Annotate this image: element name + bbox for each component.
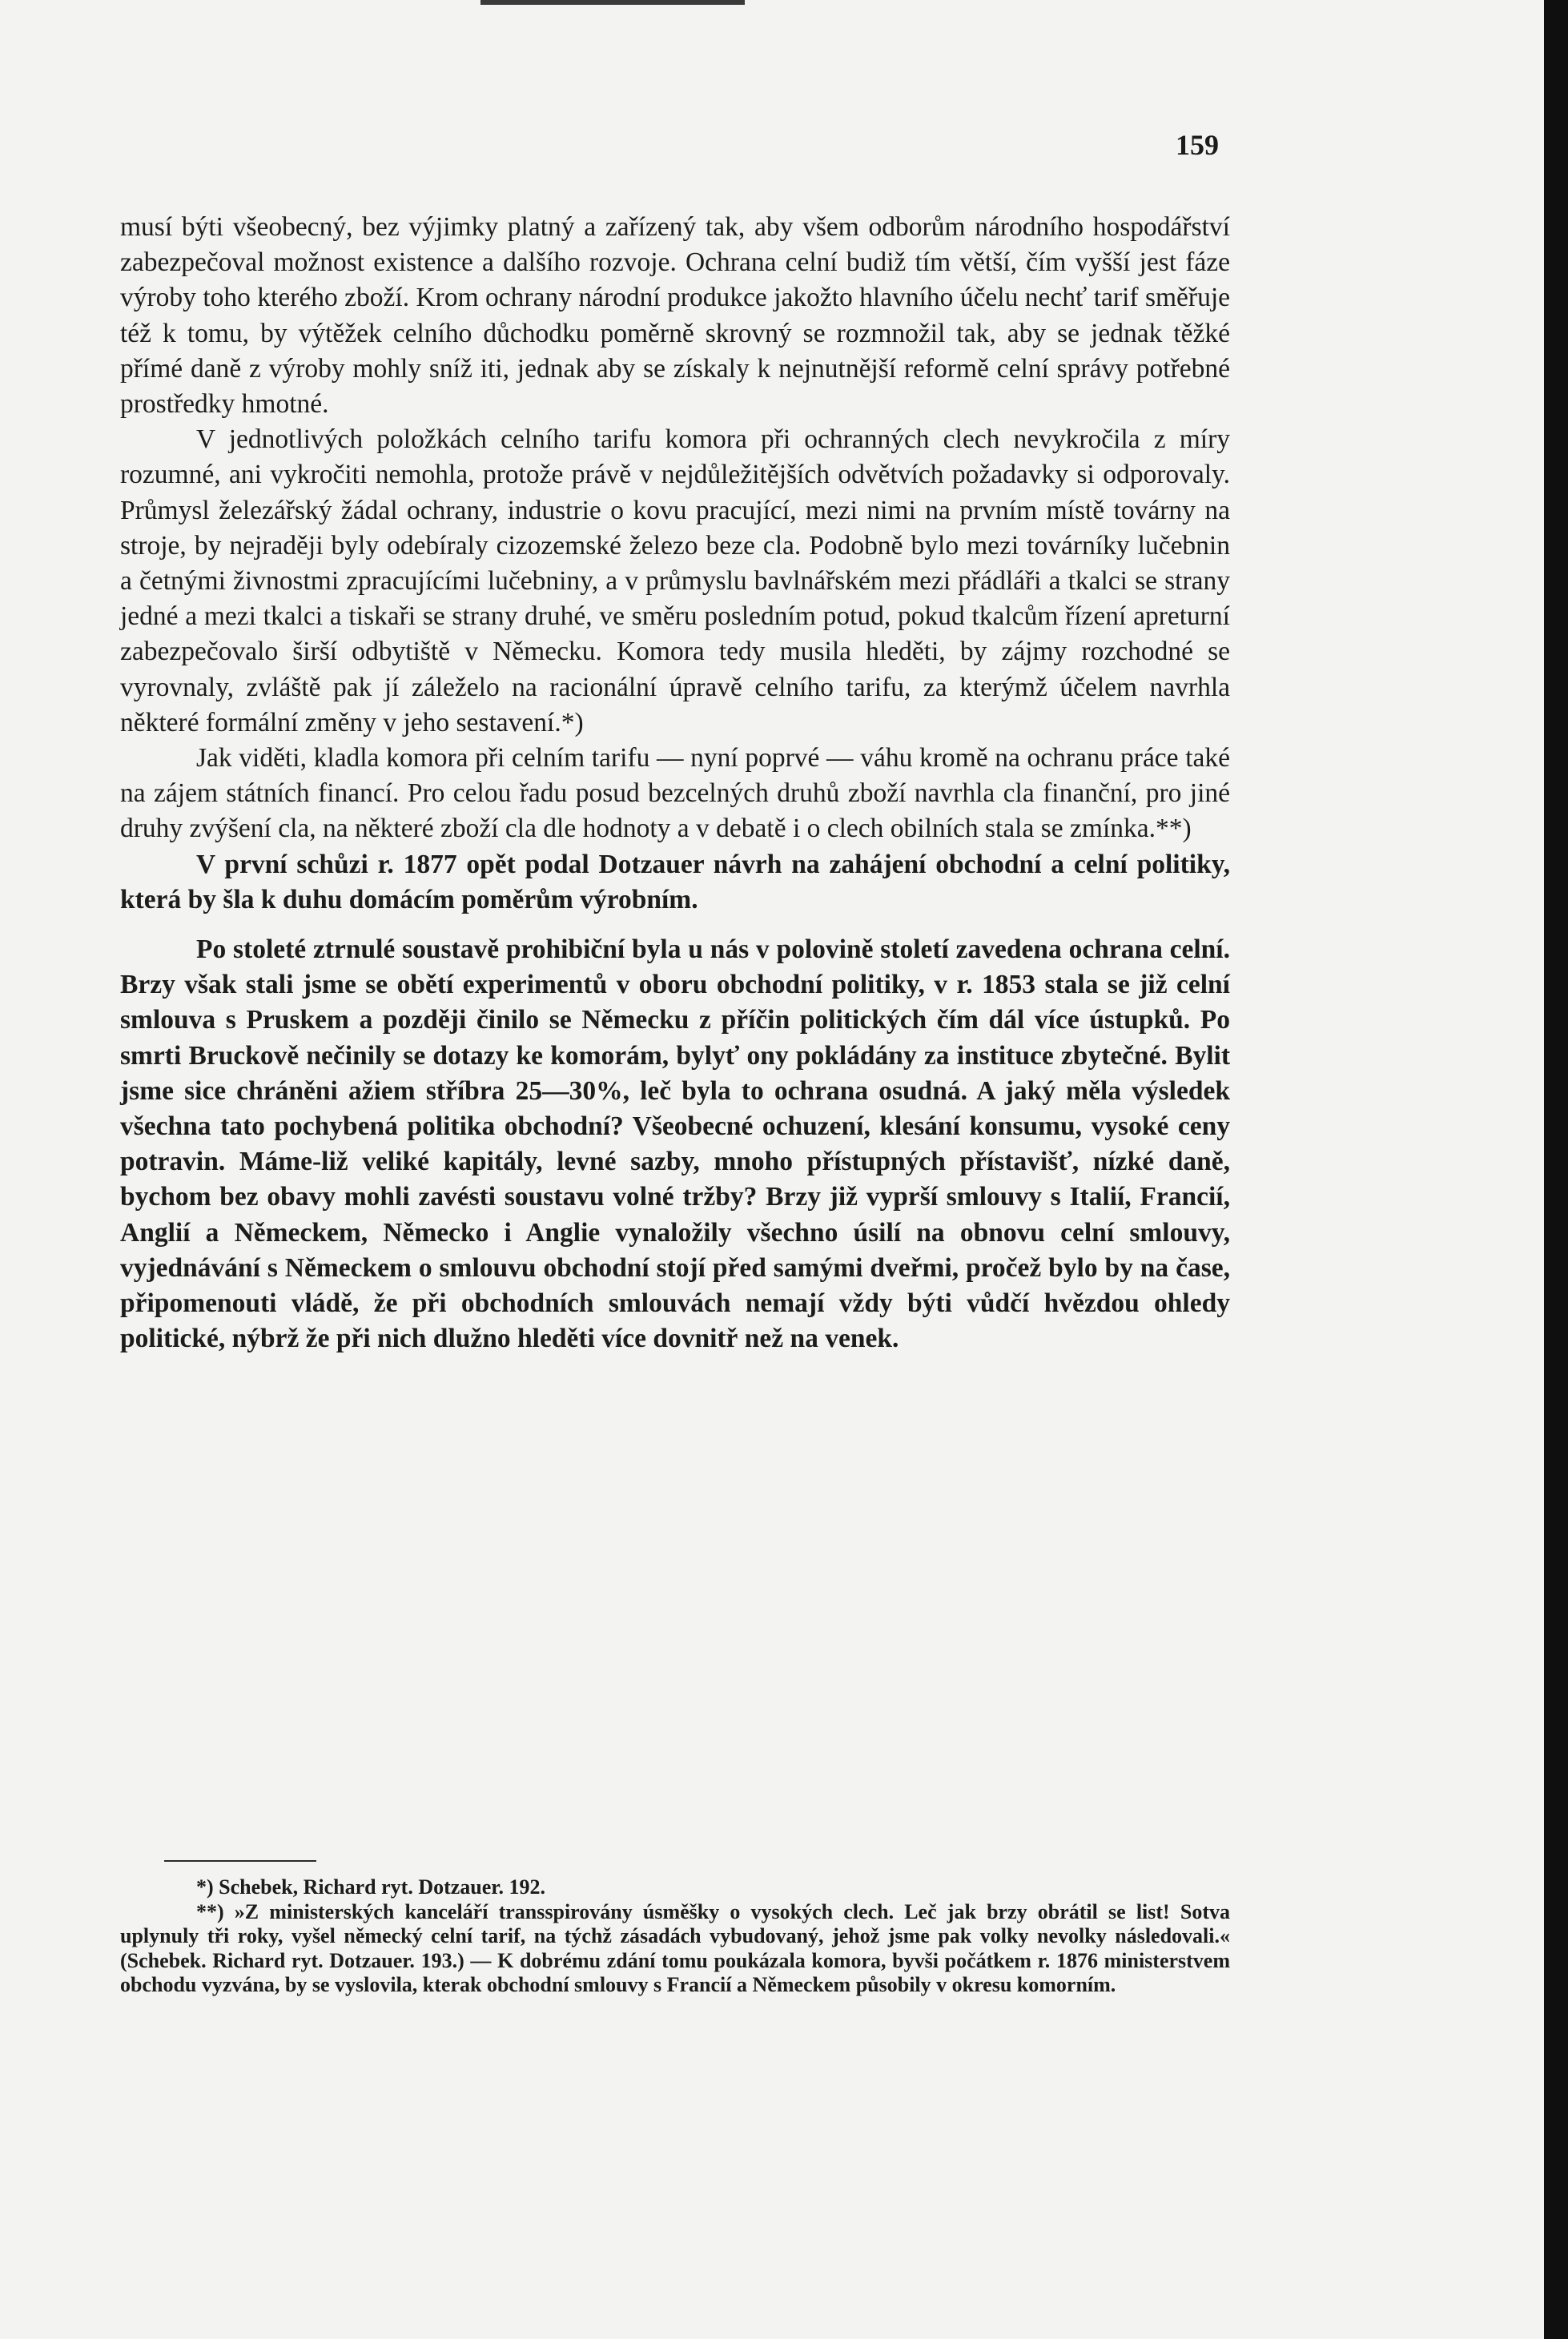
paragraph: V první schůzi r. 1877 opět podal Dotzauer návrh na zahájení obchodní a celní politiky, která by šla k duhu domácím poměrům výrobním. [120,849,1230,914]
paragraph: Po stoleté ztrnulé soustavě prohibiční byla u nás v polovině století zavedena ochrana celní. Brzy však stali jsme se obětí experimentů v oboru obchodní politiky, v r. 1853 stala se již celní smlouva s Pruskem a později činilo se Německu z příčin politických čím dál více ústupků. Po smrti Bruckově nečinily se dotazy ke komorám, bylyť ony pokládány za instituce zbytečné. Bylit jsme sice chráněni ažiem stříbra 25—30%, leč byla to ochrana osudná. A jaký měla výsledek všechna tato pochybená politika obchodní? Všeobecné ochuzení, klesání konsumu, vysoké ceny potravin. Máme-liž veliké kapitály, levné sazby, mnoho přístupných přístavišť, nízké daně, bychom bez obavy mohli zavésti soustavu volné tržby? Brzy již vyprší smlouvy s Italií, Francií, Anglií a Německem, Německo i Anglie vynaložily všechno úsilí na obnovu celní smlouvy, vyjednávání s Německem o smlouvu obchodní stojí před samými dveřmi, pročež bylo by na čase, připomenouti vládě, že při obchodních smlouvách nemají vždy býti vůdčí hvězdou ohledy politické, nýbrž že při nich dlužno hleděti více dovnitř než na venek. [120,934,1230,1354]
body-text [120,210,1230,1357]
scan-edge-band [1544,0,1568,2339]
footnote: *) Schebek, Richard ryt. Dotzauer. 192. [196,1875,545,1899]
paragraph: Jak viděti, kladla komora při celním tarifu — nyní poprvé — váhu kromě na ochranu práce také na zájem státních financí. Pro celou řadu posud bezcelných druhů zboží navrhla cla finanční, pro jiné druhy zvýšení cla, na některé zboží cla dle hodnoty a v debatě i o clech obilních stala se zmínka.**) [120,743,1230,844]
footnotes [120,1875,1230,1998]
scan-artifact-mark [480,0,745,5]
footnote: **) »Z ministerských kanceláří transspirovány úsměšky o vysokých clech. Leč jak brzy obrátil se list! Sotva uplynuly tři roky, vyšel německý celní tarif, na týchž zásadách vybudovaný, jehož jsme pak volky nevolky následovali.« (Schebek. Richard ryt. Dotzauer. 193.) — K dobrému zdání tomu poukázala komora, byvši počátkem r. 1876 ministerstvem obchodu vyzvána, by se vyslovila, kterak obchodní smlouvy s Francií a Německem působily v okresu komorním. [120,1899,1230,1996]
paragraph: musí býti všeobecný, bez výjimky platný a zařízený tak, aby všem odborům národního hospodářství zabezpečoval možnost existence a dalšího rozvoje. Ochrana celní budiž tím větší, čím vyšší jest fáze výroby toho kterého zboží. Krom ochrany národní produkce jakožto hlavního účelu nechť tarif směřuje též k tomu, by výtěžek celního důchodku poměrně skrovný se rozmnožil tak, aby se jednak těžké přímé daně z výroby mohly sníž iti, jednak aby se získaly k nejnutnější reformě celní správy potřebné prostředky hmotné. [120,212,1230,420]
footnote-separator [164,1860,316,1862]
page-number: 159 [1176,129,1219,161]
paragraph: V jednotlivých položkách celního tarifu komora při ochranných clech nevykročila z míry rozumné, ani vykročiti nemohla, protože právě v nejdůležitějších odvětvích požadavky si odporovaly. Průmysl železářský žádal ochrany, industrie o kovu pracující, mezi nimi na prvním místě továrny na stroje, by nejraději byly odebíraly cizozemské železo beze cla. Podobně bylo mezi továrníky lučebnin a četnými živnostmi zpracujícími lučebniny, a v průmyslu bavlnářském mezi přádláři a tkalci se strany jedné a mezi tkalci a tiskaři se strany druhé, ve směru posledním potud, pokud tkalcům řízení apreturní zabezpečovalo širší odbytiště v Německu. Komora tedy musila hleděti, by zájmy rozchodné se vyrovnaly, zvláště pak jí záleželo na racionální úpravě celního tarifu, za kterýmž účelem navrhla některé formální změny v jeho sestavení.*) [120,424,1230,737]
